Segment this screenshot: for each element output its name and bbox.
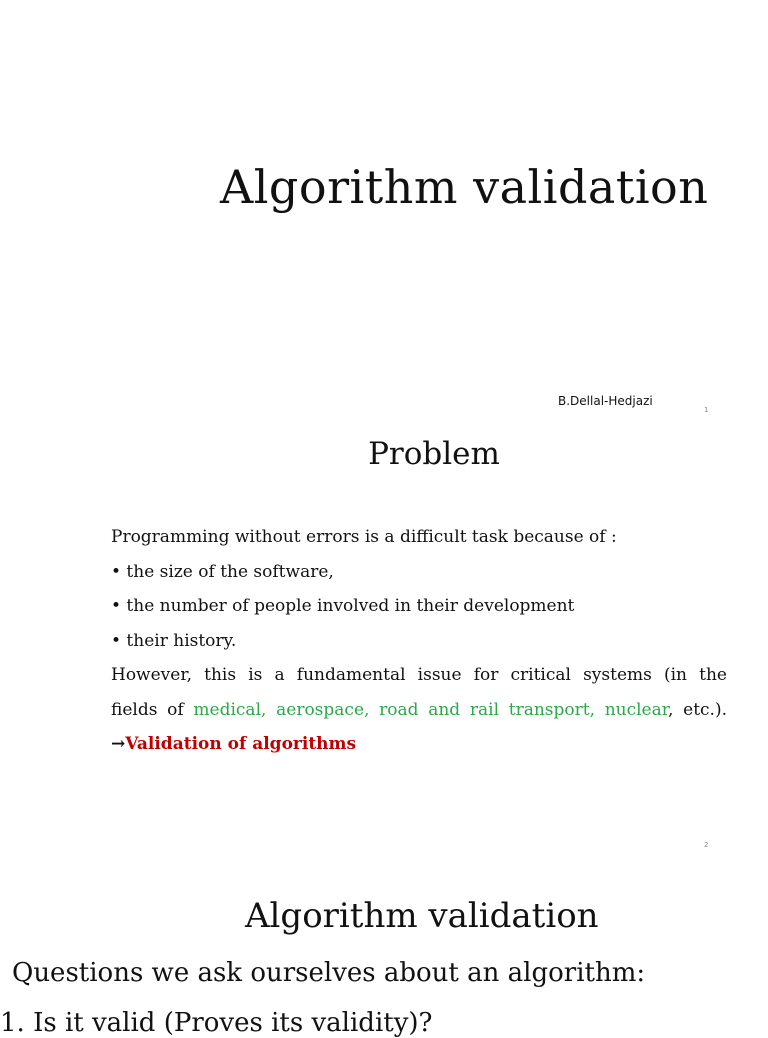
slide-1-title: Algorithm validation [220,160,709,214]
however-line: However, this is a fundamental issue for critical systems (in the [111,665,727,685]
slide-1-author: B.Dellal-Hedjazi [558,394,653,408]
bullet-item: • the number of people involved in their development [111,596,575,616]
slide-2-body [111,520,727,762]
bullet-item: • the size of the software, [111,561,334,582]
fields-highlight: medical, aerospace, road and rail transport, nuclear [193,699,669,720]
slide-3-question: Questions we ask ourselves about an algorithm: [12,958,646,988]
slide-1-page-number: 1 [704,406,709,414]
fields-suffix: , etc.). [668,699,727,720]
right-arrow-icon: → [111,734,126,754]
slide-3-list-item: 1. Is it valid (Proves its validity)? [0,1008,433,1038]
slide-2 [0,432,768,864]
slide-1 [0,0,768,432]
bullet-item: • their history. [111,630,237,651]
conclusion-text: Validation of algorithms [125,734,357,754]
slide-3-title: Algorithm validation [245,896,599,936]
conclusion-line [111,727,727,762]
slide-2-title: Problem [368,436,500,472]
fields-line [111,693,727,728]
slide-3 [0,864,768,1038]
fields-prefix: fields of [111,699,184,720]
slide-2-page-number: 2 [704,841,709,849]
intro-text: Programming without errors is a difficult task because of : [111,527,617,547]
